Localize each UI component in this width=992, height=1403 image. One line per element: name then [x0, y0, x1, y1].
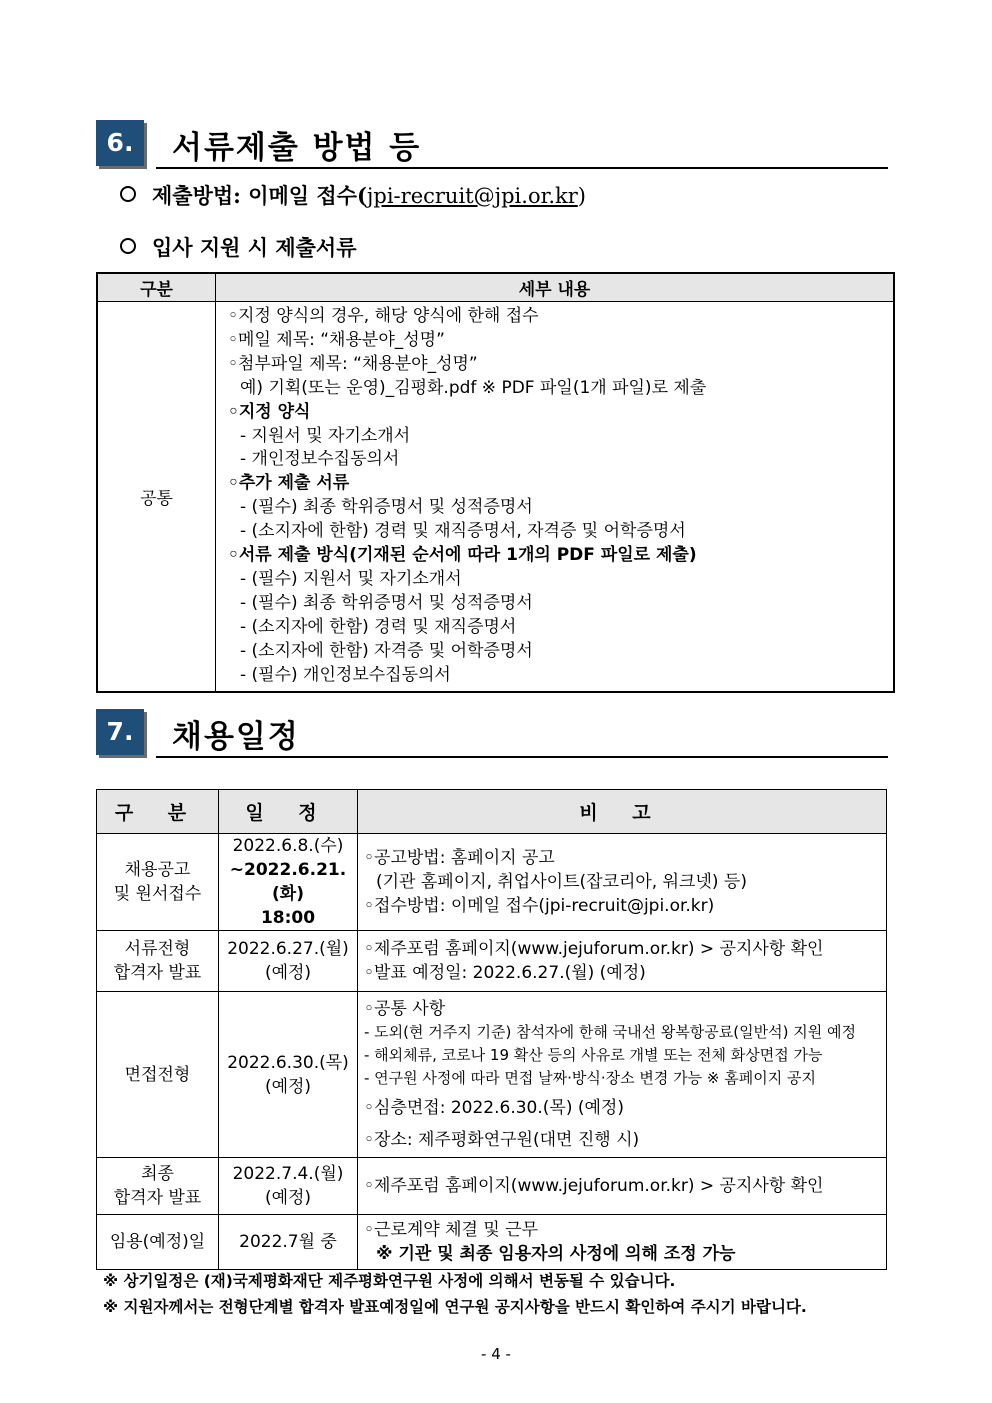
date-text: 2022.7.4.(월)	[232, 1164, 344, 1184]
detail-subheading: ◦서류 제출 방식(기재된 순서에 따라 1개의 PDF 파일로 제출)	[228, 545, 697, 566]
note-line: ◦심층면접: 2022.6.30.(목) (예정)	[364, 1098, 624, 1118]
note-line: ◦발표 예정일: 2022.6.27.(월) (예정)	[364, 963, 646, 983]
date-cell	[219, 1215, 358, 1270]
schedule-footnote: ※ 상기일정은 (재)국제평화재단 제주평화연구원 사정에 의해서 변동될 수 있습니다.	[103, 1272, 676, 1290]
table-row	[97, 1158, 887, 1215]
table-row	[97, 1215, 887, 1270]
schedule-table	[96, 789, 887, 1270]
section-7-number: 7.	[96, 709, 144, 755]
detail-line: ◦첨부파일 제목: “채용분야_성명”	[228, 353, 478, 374]
note-line: ◦장소: 제주평화연구원(대면 진행 시)	[364, 1130, 640, 1150]
note-line: ◦제주포럼 홈페이지(www.jejuforum.or.kr) > 공지사항 확인	[364, 1176, 824, 1196]
detail-line: ◦메일 제목: “채용분야_성명”	[228, 329, 445, 350]
section-7-header	[96, 709, 888, 759]
note-line: ◦제주포럼 홈페이지(www.jejuforum.or.kr) > 공지사항 확인	[364, 939, 824, 959]
detail-line: - (필수) 개인정보수집동의서	[240, 664, 451, 685]
schedule-footnote: ※ 지원자께서는 전형단계별 합격자 발표예정일에 연구원 공지사항을 반드시 확인하여 주시기 바랍니다.	[103, 1298, 807, 1316]
section-7-rule	[156, 756, 888, 758]
note-line: ◦근로계약 체결 및 근무	[364, 1220, 539, 1240]
date-text: 18:00	[260, 908, 316, 928]
table-row	[97, 931, 887, 992]
table-header-category: 구분	[97, 273, 216, 302]
notes-cell	[358, 992, 887, 1158]
detail-line: - 지원서 및 자기소개서	[240, 425, 411, 446]
category-common: 공통	[97, 302, 216, 692]
detail-line: - (소지자에 한함) 경력 및 재직증명서	[240, 616, 517, 637]
detail-line: - 개인정보수집동의서	[240, 449, 400, 470]
date-cell	[219, 1158, 358, 1215]
stage-text: 서류전형	[124, 939, 191, 959]
date-text: 2022.6.27.(월)	[227, 939, 349, 959]
page-number: - 4 -	[481, 1345, 511, 1363]
detail-line: - (소지자에 한함) 자격증 및 어학증명서	[240, 640, 533, 661]
stage-cell	[97, 834, 219, 931]
submission-method	[120, 180, 586, 210]
notes-cell	[358, 931, 887, 992]
notes-cell	[358, 1158, 887, 1215]
stage-text: 합격자 발표	[113, 1188, 202, 1208]
stage-text: 합격자 발표	[113, 963, 202, 983]
stage-text: 면접전형	[124, 1064, 191, 1085]
note-line: - 해외체류, 코로나 19 확산 등의 사유로 개별 또는 전체 화상면접 가능	[364, 1046, 823, 1064]
required-docs-table	[96, 272, 895, 693]
date-text: (예정)	[264, 1188, 312, 1208]
note-line: ◦공통 사항	[364, 999, 446, 1019]
date-text: 2022.6.30.(목)	[227, 1052, 349, 1073]
stage-text: 최종	[141, 1164, 174, 1184]
note-line: - 도외(현 거주지 기준) 참석자에 한해 국내선 왕복항공료(일반석) 지원 예정	[364, 1023, 856, 1041]
required-docs-heading	[120, 232, 357, 262]
date-cell	[219, 992, 358, 1158]
stage-cell	[97, 1215, 219, 1270]
note-line: ◦접수방법: 이메일 접수(jpi-recruit@jpi.or.kr)	[364, 896, 715, 916]
note-line: (기관 홈페이지, 취업사이트(잡코리아, 워크넷) 등)	[376, 872, 747, 892]
detail-line: - (필수) 최종 학위증명서 및 성적증명서	[240, 497, 533, 518]
submission-method-label: 제출방법: 이메일 접수(	[152, 183, 367, 208]
date-cell	[219, 834, 358, 931]
schedule-header-stage: 구 분	[97, 790, 219, 834]
date-cell	[219, 931, 358, 992]
submission-method-close: )	[577, 184, 586, 208]
details-cell	[216, 302, 895, 692]
note-line: ※ 기관 및 최종 임용자의 사정에 의해 조정 가능	[376, 1244, 736, 1264]
stage-text: 및 원서접수	[113, 884, 202, 904]
notes-cell	[358, 1215, 887, 1270]
stage-cell	[97, 992, 219, 1158]
submission-email-link[interactable]: jpi-recruit@jpi.or.kr	[366, 184, 578, 208]
detail-line: ◦지정 양식의 경우, 해당 양식에 한해 접수	[228, 306, 539, 326]
section-6-title: 서류제출 방법 등	[172, 130, 422, 166]
schedule-header-date: 일 정	[219, 790, 358, 834]
stage-text: 임용(예정)일	[109, 1232, 206, 1252]
note-line: - 연구원 사정에 따라 면접 날짜·방식·장소 변경 가능 ※ 홈페이지 공지	[364, 1069, 816, 1087]
date-text: ~2022.6.21.(화)	[229, 860, 347, 904]
section-6-header	[96, 120, 888, 170]
section-6-number: 6.	[96, 120, 144, 166]
note-line: ◦공고방법: 홈페이지 공고	[364, 848, 555, 868]
date-text: 2022.7월 중	[239, 1232, 337, 1252]
required-docs-label: 입사 지원 시 제출서류	[152, 235, 357, 260]
detail-line: - (필수) 지원서 및 자기소개서	[240, 568, 462, 589]
date-text: (예정)	[264, 1076, 312, 1097]
schedule-header-notes: 비 고	[358, 790, 887, 834]
table-row	[97, 992, 887, 1158]
date-text: (예정)	[264, 963, 312, 983]
stage-cell	[97, 931, 219, 992]
detail-subheading: ◦추가 제출 서류	[228, 473, 350, 494]
circle-bullet-icon	[120, 238, 136, 254]
detail-line: - (필수) 최종 학위증명서 및 성적증명서	[240, 592, 533, 613]
circle-bullet-icon	[120, 186, 136, 202]
section-7-title: 채용일정	[172, 719, 300, 755]
stage-cell	[97, 1158, 219, 1215]
section-6-rule	[156, 167, 888, 169]
detail-line: - (소지자에 한함) 경력 및 재직증명서, 자격증 및 어학증명서	[240, 521, 686, 542]
date-text: 2022.6.8.(수)	[232, 836, 344, 856]
table-header-details: 세부 내용	[216, 273, 895, 302]
detail-subheading: ◦지정 양식	[228, 401, 311, 422]
stage-text: 채용공고	[124, 860, 191, 880]
detail-line: 예) 기획(또는 운영)_김평화.pdf ※ PDF 파일(1개 파일)로 제출	[240, 377, 707, 398]
table-row	[97, 834, 887, 931]
notes-cell	[358, 834, 887, 931]
